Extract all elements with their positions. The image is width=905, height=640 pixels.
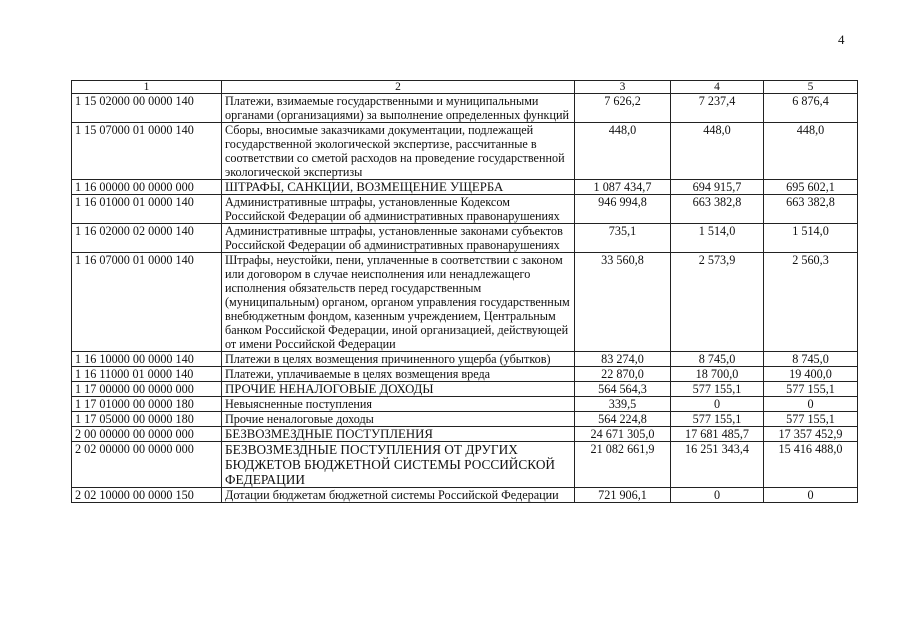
table-row xyxy=(72,442,858,488)
row-value-1-cell: 735,1 xyxy=(575,224,671,253)
row-name-cell: ШТРАФЫ, САНКЦИИ, ВОЗМЕЩЕНИЕ УЩЕРБА xyxy=(222,180,575,195)
row-name-cell: ПРОЧИЕ НЕНАЛОГОВЫЕ ДОХОДЫ xyxy=(222,382,575,397)
row-name-cell: БЕЗВОЗМЕЗДНЫЕ ПОСТУПЛЕНИЯ ОТ ДРУГИХ БЮДЖЕТОВ БЮДЖЕТНОЙ СИСТЕМЫ РОССИЙСКОЙ ФЕДЕРАЦИИ xyxy=(222,442,575,488)
row-value-2-cell: 17 681 485,7 xyxy=(671,427,764,442)
row-value-1-cell: 21 082 661,9 xyxy=(575,442,671,488)
table-row xyxy=(72,224,858,253)
row-value-2-cell: 663 382,8 xyxy=(671,195,764,224)
row-value-3-cell: 8 745,0 xyxy=(764,352,858,367)
row-value-3-cell: 577 155,1 xyxy=(764,382,858,397)
row-value-2-cell: 7 237,4 xyxy=(671,94,764,123)
row-value-1-cell: 564 224,8 xyxy=(575,412,671,427)
row-value-2-cell: 577 155,1 xyxy=(671,382,764,397)
table-row xyxy=(72,412,858,427)
row-value-3-cell: 19 400,0 xyxy=(764,367,858,382)
table-row xyxy=(72,253,858,352)
column-header-code: 1 xyxy=(72,81,222,94)
row-value-3-cell: 695 602,1 xyxy=(764,180,858,195)
row-value-2-cell: 16 251 343,4 xyxy=(671,442,764,488)
row-value-1-cell: 33 560,8 xyxy=(575,253,671,352)
table-row xyxy=(72,382,858,397)
table-header-row xyxy=(72,81,858,94)
row-name-cell: Дотации бюджетам бюджетной системы Российской Федерации xyxy=(222,488,575,503)
row-value-3-cell: 6 876,4 xyxy=(764,94,858,123)
row-value-3-cell: 663 382,8 xyxy=(764,195,858,224)
row-name-cell: Платежи, взимаемые государственными и муниципальными органами (организациями) за выполнение определенных функций xyxy=(222,94,575,123)
row-code-cell: 1 17 01000 00 0000 180 xyxy=(72,397,222,412)
row-value-2-cell: 1 514,0 xyxy=(671,224,764,253)
row-value-3-cell: 1 514,0 xyxy=(764,224,858,253)
row-value-2-cell: 694 915,7 xyxy=(671,180,764,195)
row-code-cell: 2 02 00000 00 0000 000 xyxy=(72,442,222,488)
table-row xyxy=(72,195,858,224)
column-header-value-1: 3 xyxy=(575,81,671,94)
row-code-cell: 1 16 11000 01 0000 140 xyxy=(72,367,222,382)
row-value-3-cell: 17 357 452,9 xyxy=(764,427,858,442)
column-header-value-2: 4 xyxy=(671,81,764,94)
row-name-cell: БЕЗВОЗМЕЗДНЫЕ ПОСТУПЛЕНИЯ xyxy=(222,427,575,442)
row-code-cell: 1 15 02000 00 0000 140 xyxy=(72,94,222,123)
row-code-cell: 1 17 00000 00 0000 000 xyxy=(72,382,222,397)
column-header-name: 2 xyxy=(222,81,575,94)
row-value-2-cell: 577 155,1 xyxy=(671,412,764,427)
table-row xyxy=(72,488,858,503)
row-value-1-cell: 7 626,2 xyxy=(575,94,671,123)
row-code-cell: 2 00 00000 00 0000 000 xyxy=(72,427,222,442)
row-name-cell: Платежи, уплачиваемые в целях возмещения вреда xyxy=(222,367,575,382)
row-value-1-cell: 946 994,8 xyxy=(575,195,671,224)
row-value-1-cell: 1 087 434,7 xyxy=(575,180,671,195)
row-value-1-cell: 339,5 xyxy=(575,397,671,412)
table-row xyxy=(72,427,858,442)
row-name-cell: Невыясненные поступления xyxy=(222,397,575,412)
row-code-cell: 1 16 07000 01 0000 140 xyxy=(72,253,222,352)
row-value-2-cell: 0 xyxy=(671,488,764,503)
row-code-cell: 1 16 02000 02 0000 140 xyxy=(72,224,222,253)
row-name-cell: Административные штрафы, установленные Кодексом Российской Федерации об административных правонарушениях xyxy=(222,195,575,224)
row-name-cell: Сборы, вносимые заказчиками документации, подлежащей государственной экологической экспертизе, рассчитанные в соответствии со сметой расходов на проведение государственной экологической экспертизы xyxy=(222,123,575,180)
row-value-1-cell: 448,0 xyxy=(575,123,671,180)
row-code-cell: 1 16 01000 01 0000 140 xyxy=(72,195,222,224)
budget-revenue-table xyxy=(71,80,858,503)
row-code-cell: 1 17 05000 00 0000 180 xyxy=(72,412,222,427)
row-value-1-cell: 721 906,1 xyxy=(575,488,671,503)
row-code-cell: 2 02 10000 00 0000 150 xyxy=(72,488,222,503)
row-value-1-cell: 564 564,3 xyxy=(575,382,671,397)
row-name-cell: Прочие неналоговые доходы xyxy=(222,412,575,427)
column-header-value-3: 5 xyxy=(764,81,858,94)
row-code-cell: 1 16 00000 00 0000 000 xyxy=(72,180,222,195)
row-value-3-cell: 0 xyxy=(764,488,858,503)
row-value-3-cell: 448,0 xyxy=(764,123,858,180)
page-number: 4 xyxy=(838,32,845,47)
row-name-cell: Платежи в целях возмещения причиненного ущерба (убытков) xyxy=(222,352,575,367)
row-value-2-cell: 18 700,0 xyxy=(671,367,764,382)
row-name-cell: Административные штрафы, установленные законами субъектов Российской Федерации об административных правонарушениях xyxy=(222,224,575,253)
row-value-2-cell: 0 xyxy=(671,397,764,412)
row-value-3-cell: 2 560,3 xyxy=(764,253,858,352)
row-value-2-cell: 8 745,0 xyxy=(671,352,764,367)
row-value-3-cell: 0 xyxy=(764,397,858,412)
table-row xyxy=(72,94,858,123)
row-value-2-cell: 448,0 xyxy=(671,123,764,180)
table-row xyxy=(72,367,858,382)
row-code-cell: 1 15 07000 01 0000 140 xyxy=(72,123,222,180)
row-name-cell: Штрафы, неустойки, пени, уплаченные в соответствии с законом или договором в случае неисполнения или ненадлежащего исполнения обязательств перед государственным (муниципальным) органом, органом управления государственным внебюджетным фондом, казенным учреждением, Центральным банком Российской Федерации, иной организацией, действующей от имени Российской Федерации xyxy=(222,253,575,352)
row-value-1-cell: 22 870,0 xyxy=(575,367,671,382)
table-row xyxy=(72,123,858,180)
row-value-1-cell: 83 274,0 xyxy=(575,352,671,367)
row-value-1-cell: 24 671 305,0 xyxy=(575,427,671,442)
row-value-3-cell: 15 416 488,0 xyxy=(764,442,858,488)
row-value-3-cell: 577 155,1 xyxy=(764,412,858,427)
row-value-2-cell: 2 573,9 xyxy=(671,253,764,352)
table-row xyxy=(72,352,858,367)
table-row xyxy=(72,397,858,412)
table-row xyxy=(72,180,858,195)
row-code-cell: 1 16 10000 00 0000 140 xyxy=(72,352,222,367)
